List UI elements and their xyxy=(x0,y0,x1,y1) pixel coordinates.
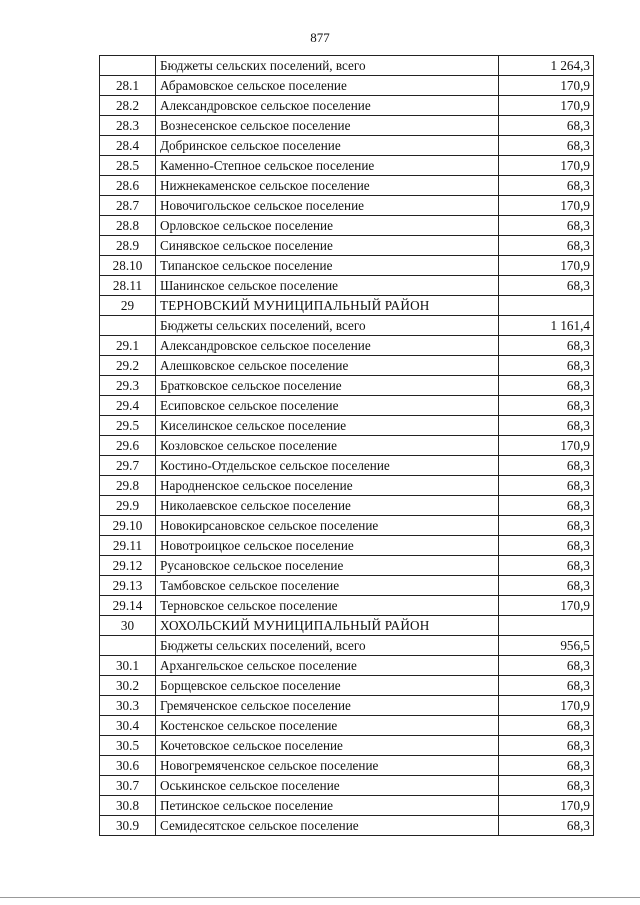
table-row xyxy=(100,476,594,496)
row-name-cell: Новотроицкое сельское поселение xyxy=(156,536,499,556)
table-row xyxy=(100,376,594,396)
row-number-cell: 29.10 xyxy=(100,516,156,536)
row-value-cell: 68,3 xyxy=(499,536,594,556)
row-name-cell: Русановское сельское поселение xyxy=(156,556,499,576)
row-value-cell: 170,9 xyxy=(499,796,594,816)
table-row xyxy=(100,236,594,256)
row-value-cell: 68,3 xyxy=(499,456,594,476)
total-row xyxy=(100,636,594,656)
table-row xyxy=(100,496,594,516)
row-value-cell xyxy=(499,296,594,316)
row-number-cell: 28.4 xyxy=(100,136,156,156)
row-name-cell: Братковское сельское поселение xyxy=(156,376,499,396)
row-number-cell: 30.1 xyxy=(100,656,156,676)
row-value-cell: 170,9 xyxy=(499,436,594,456)
row-name-cell: Орловское сельское поселение xyxy=(156,216,499,236)
table-row xyxy=(100,396,594,416)
row-value-cell: 68,3 xyxy=(499,336,594,356)
row-value-cell: 68,3 xyxy=(499,396,594,416)
row-value-cell: 956,5 xyxy=(499,636,594,656)
row-name-cell: Абрамовское сельское поселение xyxy=(156,76,499,96)
row-number-cell: 29.2 xyxy=(100,356,156,376)
row-name-cell: Николаевское сельское поселение xyxy=(156,496,499,516)
row-name-cell: Новогремяченское сельское поселение xyxy=(156,756,499,776)
table-row xyxy=(100,676,594,696)
row-value-cell: 68,3 xyxy=(499,816,594,836)
row-number-cell: 28.8 xyxy=(100,216,156,236)
total-row xyxy=(100,316,594,336)
row-name-cell: Синявское сельское поселение xyxy=(156,236,499,256)
row-name-cell: Александровское сельское поселение xyxy=(156,336,499,356)
table-row xyxy=(100,216,594,236)
row-number-cell: 30.9 xyxy=(100,816,156,836)
row-name-cell: Костино-Отдельское сельское поселение xyxy=(156,456,499,476)
row-number-cell: 30.8 xyxy=(100,796,156,816)
row-number-cell: 29.3 xyxy=(100,376,156,396)
row-value-cell: 170,9 xyxy=(499,696,594,716)
row-value-cell: 68,3 xyxy=(499,416,594,436)
row-name-cell: Костенское сельское поселение xyxy=(156,716,499,736)
row-number-cell: 30.5 xyxy=(100,736,156,756)
table-row xyxy=(100,416,594,436)
table-row xyxy=(100,696,594,716)
table-row xyxy=(100,96,594,116)
row-number-cell: 30 xyxy=(100,616,156,636)
row-number-cell: 29.13 xyxy=(100,576,156,596)
row-name-cell: Киселинское сельское поселение xyxy=(156,416,499,436)
row-value-cell: 68,3 xyxy=(499,776,594,796)
table-row xyxy=(100,176,594,196)
table-row xyxy=(100,516,594,536)
row-name-cell: Каменно-Степное сельское поселение xyxy=(156,156,499,176)
row-number-cell: 29.5 xyxy=(100,416,156,436)
table-row xyxy=(100,276,594,296)
row-number-cell: 28.6 xyxy=(100,176,156,196)
row-number-cell: 29.8 xyxy=(100,476,156,496)
table-row xyxy=(100,536,594,556)
table-row xyxy=(100,656,594,676)
table-body xyxy=(100,56,594,836)
row-number-cell: 29.6 xyxy=(100,436,156,456)
row-value-cell: 68,3 xyxy=(499,736,594,756)
row-value-cell: 170,9 xyxy=(499,96,594,116)
table-row xyxy=(100,136,594,156)
row-number-cell: 30.7 xyxy=(100,776,156,796)
total-row xyxy=(100,56,594,76)
row-name-cell: Бюджеты сельских поселений, всего xyxy=(156,636,499,656)
table-row xyxy=(100,196,594,216)
row-value-cell: 1 264,3 xyxy=(499,56,594,76)
row-value-cell: 170,9 xyxy=(499,156,594,176)
page-number: 877 xyxy=(310,30,330,45)
table-row xyxy=(100,556,594,576)
row-number-cell: 30.3 xyxy=(100,696,156,716)
table-row xyxy=(100,156,594,176)
row-value-cell: 170,9 xyxy=(499,596,594,616)
row-value-cell: 68,3 xyxy=(499,376,594,396)
row-number-cell: 28.7 xyxy=(100,196,156,216)
budget-table xyxy=(99,55,594,836)
row-value-cell: 68,3 xyxy=(499,276,594,296)
row-number-cell: 30.2 xyxy=(100,676,156,696)
row-value-cell: 68,3 xyxy=(499,216,594,236)
row-number-cell: 30.6 xyxy=(100,756,156,776)
row-name-cell: Алешковское сельское поселение xyxy=(156,356,499,376)
row-value-cell: 68,3 xyxy=(499,176,594,196)
row-name-cell: Новочигольское сельское поселение xyxy=(156,196,499,216)
row-number-cell: 29.9 xyxy=(100,496,156,516)
table-row xyxy=(100,816,594,836)
district-row xyxy=(100,296,594,316)
row-number-cell: 28.2 xyxy=(100,96,156,116)
row-number-cell: 28.9 xyxy=(100,236,156,256)
row-value-cell: 68,3 xyxy=(499,356,594,376)
row-number-cell: 28.3 xyxy=(100,116,156,136)
row-number-cell: 29 xyxy=(100,296,156,316)
row-name-cell: ТЕРНОВСКИЙ МУНИЦИПАЛЬНЫЙ РАЙОН xyxy=(156,296,499,316)
table-row xyxy=(100,736,594,756)
row-name-cell: Борщевское сельское поселение xyxy=(156,676,499,696)
row-value-cell: 68,3 xyxy=(499,496,594,516)
row-value-cell: 68,3 xyxy=(499,756,594,776)
row-name-cell: Гремяченское сельское поселение xyxy=(156,696,499,716)
table-row xyxy=(100,336,594,356)
row-value-cell: 68,3 xyxy=(499,676,594,696)
row-number-cell xyxy=(100,636,156,656)
row-name-cell: Тамбовское сельское поселение xyxy=(156,576,499,596)
row-value-cell: 68,3 xyxy=(499,116,594,136)
row-number-cell: 29.11 xyxy=(100,536,156,556)
row-number-cell: 29.12 xyxy=(100,556,156,576)
row-value-cell: 68,3 xyxy=(499,656,594,676)
row-number-cell: 30.4 xyxy=(100,716,156,736)
row-name-cell: Есиповское сельское поселение xyxy=(156,396,499,416)
row-value-cell: 68,3 xyxy=(499,476,594,496)
row-value-cell: 68,3 xyxy=(499,516,594,536)
row-number-cell: 28.11 xyxy=(100,276,156,296)
row-value-cell: 170,9 xyxy=(499,256,594,276)
row-name-cell: Типанское сельское поселение xyxy=(156,256,499,276)
row-name-cell: Александровское сельское поселение xyxy=(156,96,499,116)
table-row xyxy=(100,716,594,736)
table-row xyxy=(100,436,594,456)
row-value-cell: 68,3 xyxy=(499,236,594,256)
footer-rule xyxy=(0,897,640,898)
row-name-cell: Терновское сельское поселение xyxy=(156,596,499,616)
row-name-cell: ХОХОЛЬСКИЙ МУНИЦИПАЛЬНЫЙ РАЙОН xyxy=(156,616,499,636)
row-name-cell: Бюджеты сельских поселений, всего xyxy=(156,316,499,336)
table-row xyxy=(100,756,594,776)
table-row xyxy=(100,76,594,96)
row-value-cell: 68,3 xyxy=(499,576,594,596)
row-number-cell: 28.10 xyxy=(100,256,156,276)
row-name-cell: Оськинское сельское поселение xyxy=(156,776,499,796)
district-row xyxy=(100,616,594,636)
row-name-cell: Козловское сельское поселение xyxy=(156,436,499,456)
row-number-cell: 29.4 xyxy=(100,396,156,416)
row-number-cell: 29.7 xyxy=(100,456,156,476)
row-name-cell: Петинское сельское поселение xyxy=(156,796,499,816)
row-name-cell: Семидесятское сельское поселение xyxy=(156,816,499,836)
row-number-cell xyxy=(100,56,156,76)
row-value-cell: 68,3 xyxy=(499,716,594,736)
table-row xyxy=(100,776,594,796)
table-row xyxy=(100,456,594,476)
table-row xyxy=(100,116,594,136)
row-value-cell: 170,9 xyxy=(499,76,594,96)
row-name-cell: Народненское сельское поселение xyxy=(156,476,499,496)
row-value-cell xyxy=(499,616,594,636)
row-value-cell: 68,3 xyxy=(499,136,594,156)
row-value-cell: 170,9 xyxy=(499,196,594,216)
row-number-cell: 29.14 xyxy=(100,596,156,616)
table-row xyxy=(100,576,594,596)
row-value-cell: 1 161,4 xyxy=(499,316,594,336)
table-row xyxy=(100,356,594,376)
row-name-cell: Кочетовское сельское поселение xyxy=(156,736,499,756)
row-name-cell: Архангельское сельское поселение xyxy=(156,656,499,676)
table-row xyxy=(100,796,594,816)
row-number-cell xyxy=(100,316,156,336)
row-name-cell: Нижнекаменское сельское поселение xyxy=(156,176,499,196)
row-name-cell: Новокирсановское сельское поселение xyxy=(156,516,499,536)
row-name-cell: Шанинское сельское поселение xyxy=(156,276,499,296)
table-row xyxy=(100,256,594,276)
row-number-cell: 28.1 xyxy=(100,76,156,96)
row-name-cell: Вознесенское сельское поселение xyxy=(156,116,499,136)
row-number-cell: 29.1 xyxy=(100,336,156,356)
row-name-cell: Бюджеты сельских поселений, всего xyxy=(156,56,499,76)
row-name-cell: Добринское сельское поселение xyxy=(156,136,499,156)
row-value-cell: 68,3 xyxy=(499,556,594,576)
table-row xyxy=(100,596,594,616)
row-number-cell: 28.5 xyxy=(100,156,156,176)
